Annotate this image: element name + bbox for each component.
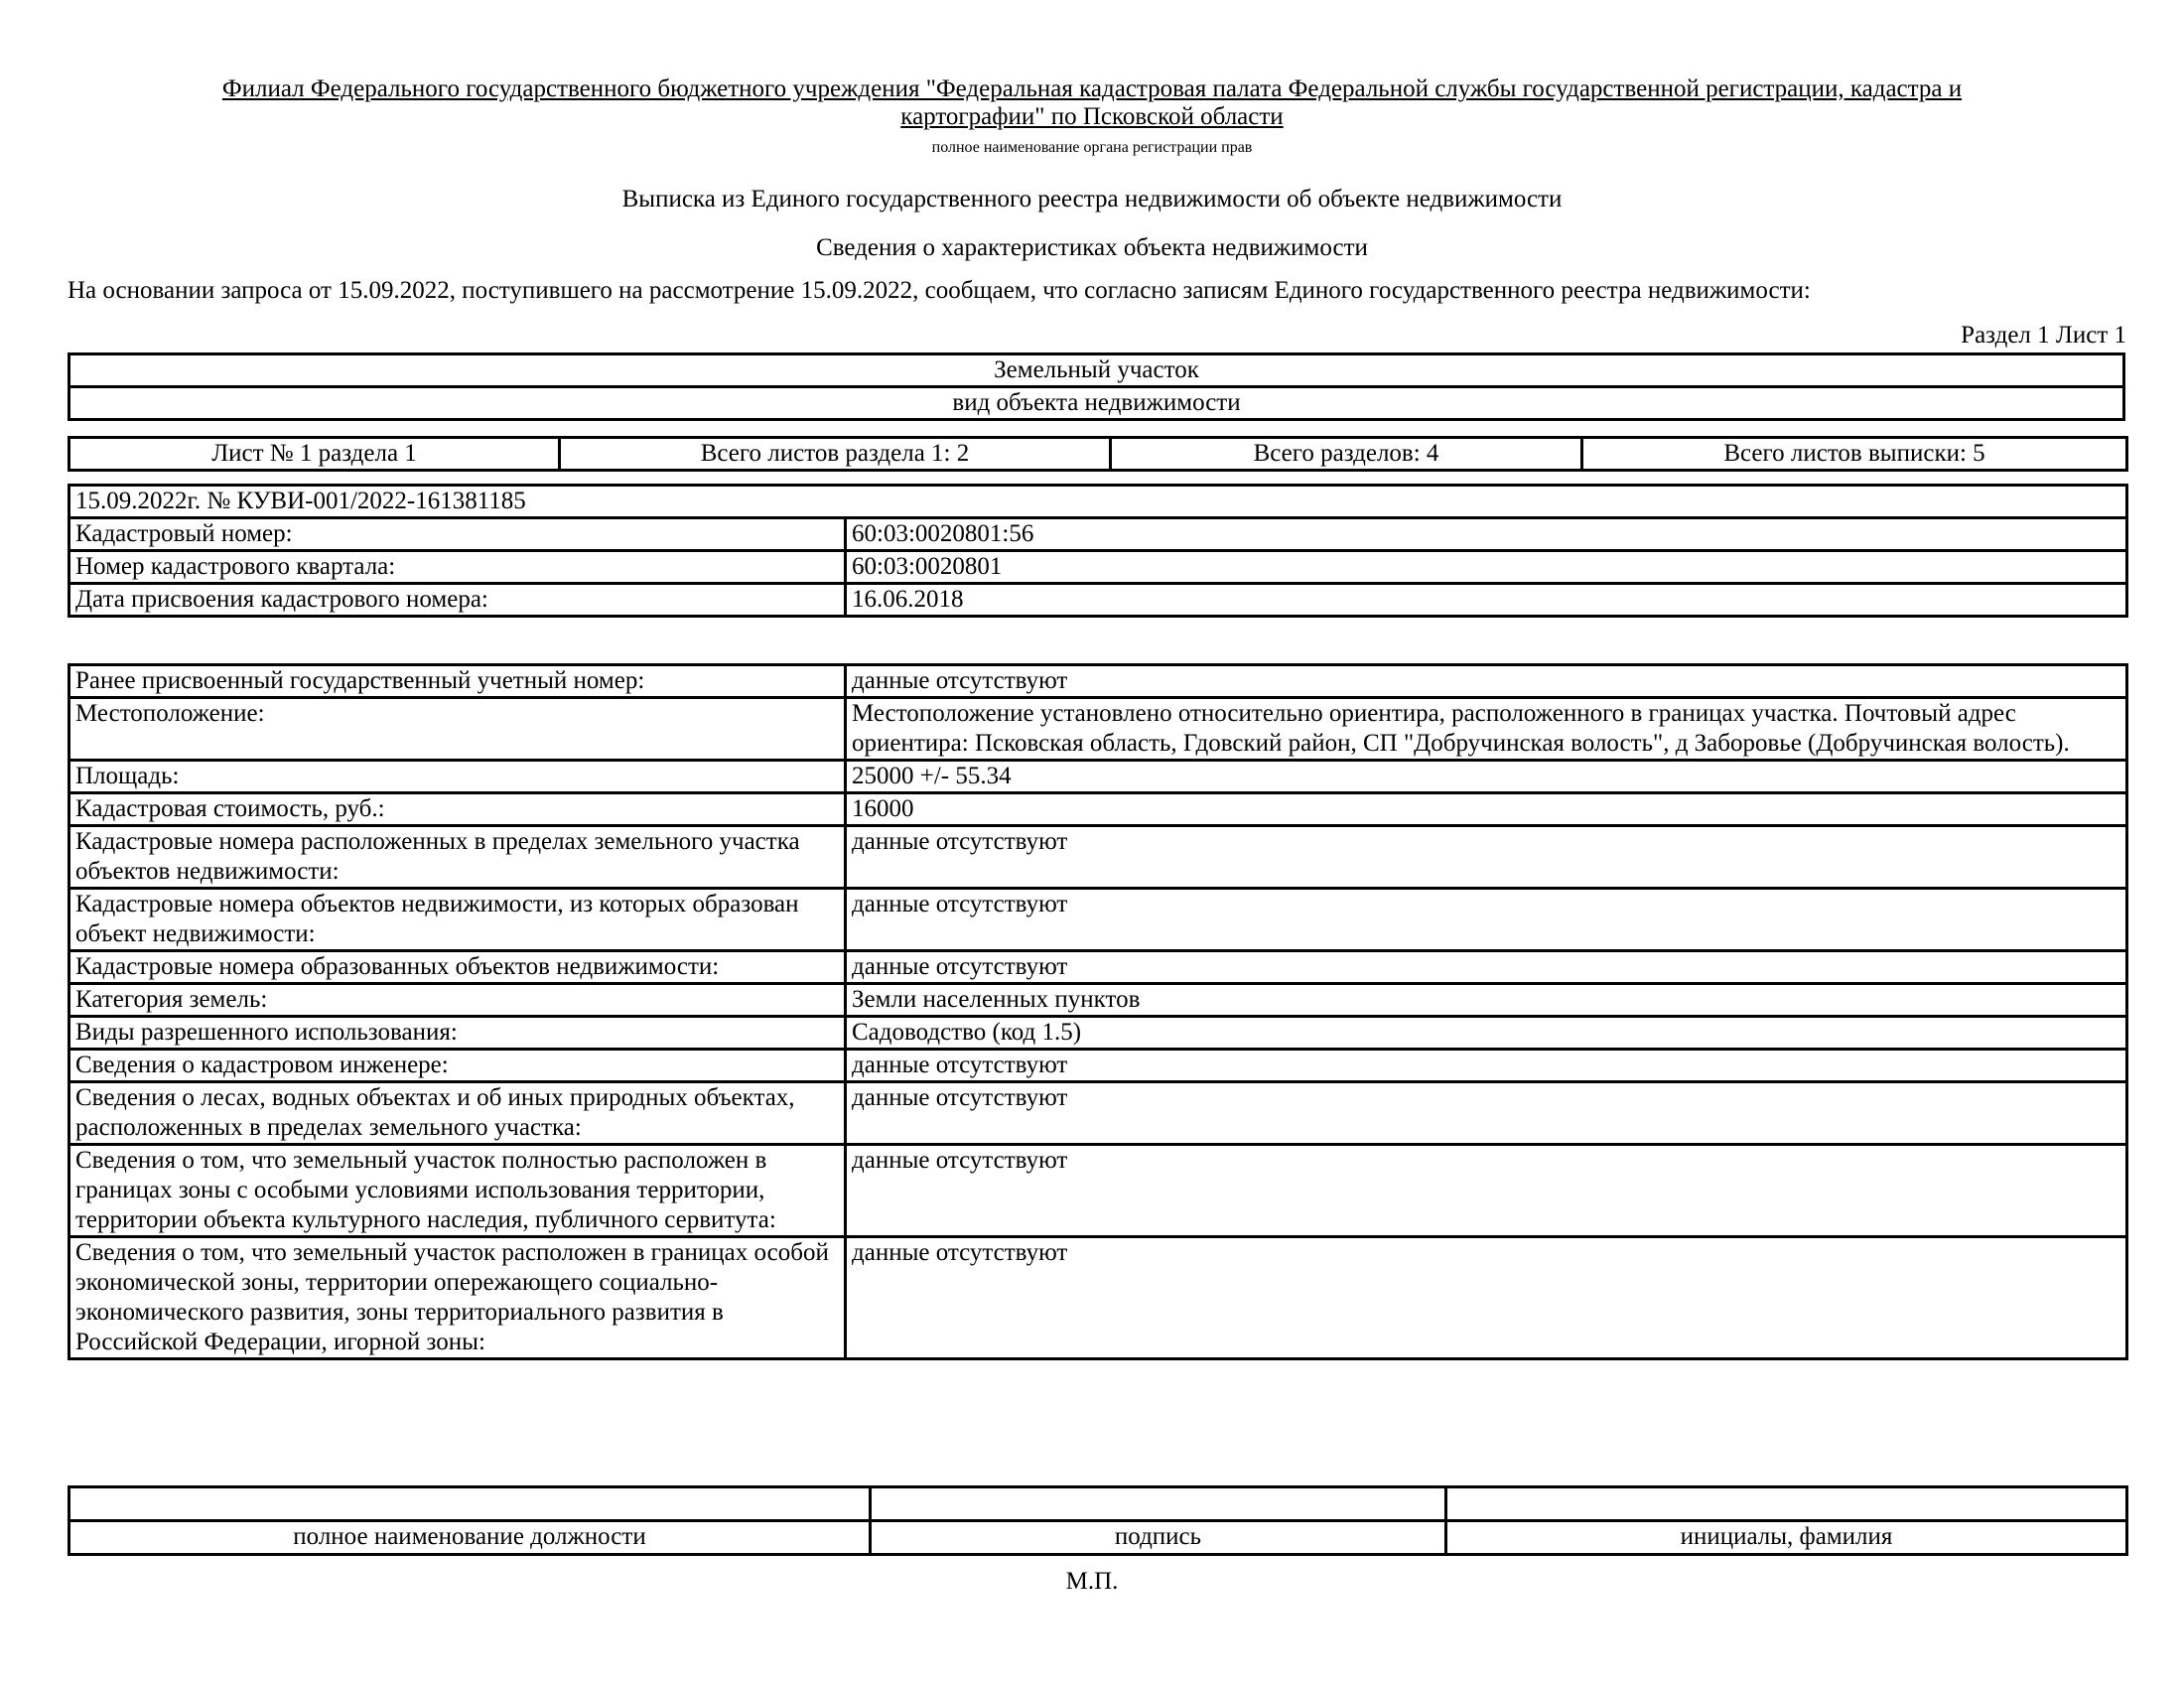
organization-name-line1: Филиал Федерального государственного бюджетного учреждения "Федеральная кадастровая палата Федеральной службы государственной регистрации, кадастра и	[221, 75, 1963, 102]
row-value: 16000	[846, 793, 2127, 826]
row-label: Номер кадастрового квартала:	[69, 551, 846, 584]
position-caption: полное наименование должности	[69, 1521, 871, 1555]
object-kind-caption: вид объекта недвижимости	[69, 387, 2124, 420]
row-label: Местоположение:	[69, 698, 846, 761]
row-label: Кадастровые номера образованных объектов недвижимости:	[69, 951, 846, 984]
table-row	[69, 518, 2127, 551]
section-sheet-count: Всего листов раздела 1: 2	[560, 438, 1111, 471]
request-number: 15.09.2022г. № КУВИ-001/2022-161381185	[69, 486, 2127, 518]
row-label: Сведения о кадастровом инженере:	[69, 1050, 846, 1082]
document-subtitle: Сведения о характеристиках объекта недвижимости	[816, 234, 1368, 261]
row-label: Площадь:	[69, 761, 846, 793]
row-label: Кадастровые номера расположенных в пределах земельного участка объектов недвижимости:	[69, 826, 846, 889]
row-value: 16.06.2018	[846, 584, 2127, 617]
row-label: Категория земель:	[69, 984, 846, 1017]
object-kind-table	[68, 352, 2125, 421]
row-value: Местоположение установлено относительно ориентира, расположенного в границах участка. Почтовый адрес ориентира: Псковская область, Гдовский район, СП "Добручинская волость", д Заборовье (Добручинская волость).	[846, 698, 2127, 761]
properties-table	[68, 663, 2128, 1360]
table-row	[69, 793, 2127, 826]
row-label: Кадастровый номер:	[69, 518, 846, 551]
section-count: Всего разделов: 4	[1111, 438, 1582, 471]
row-value: данные отсутствуют	[846, 826, 2127, 889]
object-kind-value: Земельный участок	[69, 354, 2124, 387]
signature-table	[68, 1485, 2128, 1556]
row-label: Сведения о том, что земельный участок расположен в границах особой экономической зоны, территории опережающего социально-экономического развития, зоны территориального развития в Российской Федерации, игорной зоны:	[69, 1237, 846, 1359]
row-value: 25000 +/- 55.34	[846, 761, 2127, 793]
extract-sheet-count: Всего листов выписки: 5	[1582, 438, 2127, 471]
request-intro: На основании запроса от 15.09.2022, поступившего на рассмотрение 15.09.2022, сообщаем, что согласно записям Единого государственного реестра недвижимости:	[68, 277, 1811, 304]
row-label: Ранее присвоенный государственный учетный номер:	[69, 665, 846, 698]
row-value: данные отсутствуют	[846, 889, 2127, 951]
table-row	[69, 1017, 2127, 1050]
table-row	[69, 761, 2127, 793]
row-value: Земли населенных пунктов	[846, 984, 2127, 1017]
table-row	[69, 951, 2127, 984]
row-label: Дата присвоения кадастрового номера:	[69, 584, 846, 617]
table-row	[69, 665, 2127, 698]
organization-name	[0, 75, 2184, 131]
row-value: 60:03:0020801:56	[846, 518, 2127, 551]
table-row	[69, 551, 2127, 584]
table-row	[69, 1082, 2127, 1145]
table-row	[69, 584, 2127, 617]
document-title: Выписка из Единого государственного реестра недвижимости об объекте недвижимости	[621, 186, 1563, 212]
row-label: Сведения о лесах, водных объектах и об иных природных объектах, расположенных в пределах земельного участка:	[69, 1082, 846, 1145]
table-row	[69, 984, 2127, 1017]
row-value: 60:03:0020801	[846, 551, 2127, 584]
row-value: данные отсутствуют	[846, 665, 2127, 698]
sheet-info-table	[68, 436, 2128, 472]
row-label: Кадастровая стоимость, руб.:	[69, 793, 846, 826]
cadastral-main-table	[68, 484, 2128, 618]
table-row	[69, 826, 2127, 889]
signature-caption: подпись	[871, 1521, 1446, 1555]
section-sheet-label: Раздел 1 Лист 1	[1961, 322, 2126, 349]
row-value: Садоводство (код 1.5)	[846, 1017, 2127, 1050]
row-value: данные отсутствуют	[846, 1145, 2127, 1237]
table-row	[69, 889, 2127, 951]
name-caption: инициалы, фамилия	[1446, 1521, 2127, 1555]
row-label: Кадастровые номера объектов недвижимости, из которых образован объект недвижимости:	[69, 889, 846, 951]
row-value: данные отсутствуют	[846, 1082, 2127, 1145]
name-field	[1446, 1487, 2127, 1521]
row-value: данные отсутствуют	[846, 951, 2127, 984]
signature-field	[871, 1487, 1446, 1521]
row-value: данные отсутствуют	[846, 1237, 2127, 1359]
stamp-place: М.П.	[1065, 1568, 1119, 1595]
position-field	[69, 1487, 871, 1521]
table-row	[69, 1237, 2127, 1359]
table-row	[69, 1145, 2127, 1237]
sheet-number: Лист № 1 раздела 1	[69, 438, 560, 471]
row-label: Сведения о том, что земельный участок полностью расположен в границах зоны с особыми условиями использования территории, территории объекта культурного наследия, публичного сервитута:	[69, 1145, 846, 1237]
table-row	[69, 1050, 2127, 1082]
organization-caption: полное наименование органа регистрации прав	[931, 139, 1253, 156]
organization-name-line2: картографии" по Псковской области	[900, 103, 1284, 130]
table-row	[69, 698, 2127, 761]
row-label: Виды разрешенного использования:	[69, 1017, 846, 1050]
row-value: данные отсутствуют	[846, 1050, 2127, 1082]
